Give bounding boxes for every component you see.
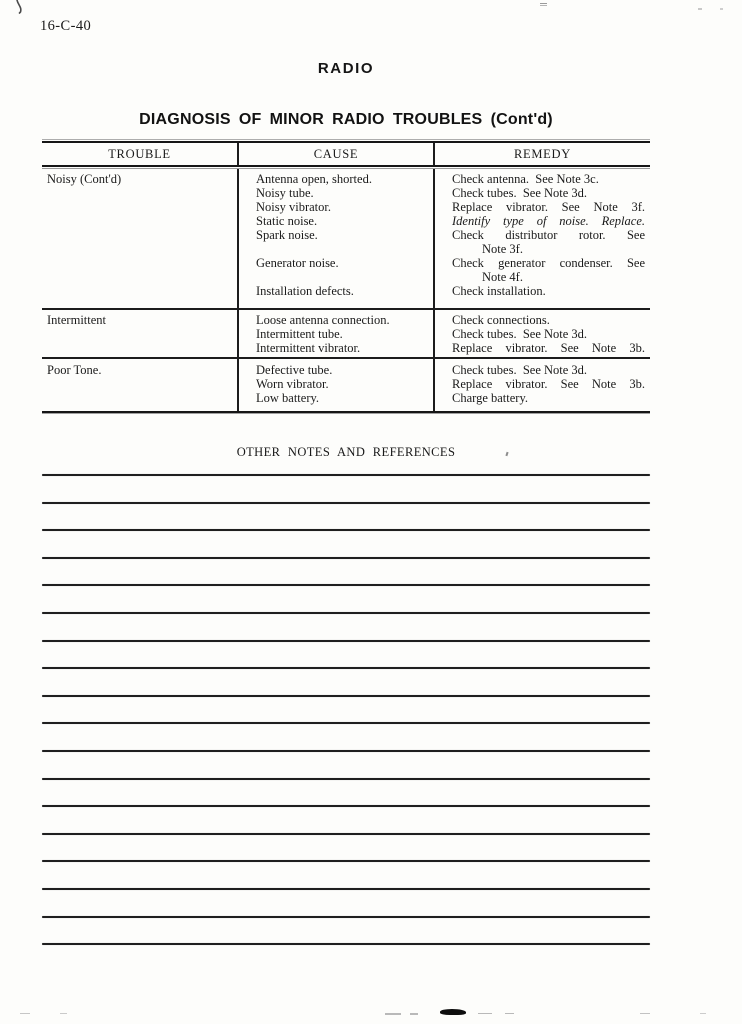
- ruled-line: [42, 612, 650, 614]
- diagnosis-table: [42, 139, 650, 414]
- ruled-line: [42, 584, 650, 586]
- ruled-line: [42, 474, 650, 476]
- cell-line: Check generator condenser. See: [452, 256, 645, 270]
- cell-line: Check antenna. See Note 3c.: [452, 172, 599, 186]
- scan-artifact-dash: [20, 1013, 30, 1014]
- table-cell-remedy: [433, 310, 650, 359]
- cell-line: Replace vibrator. See Note 3b.: [452, 377, 645, 391]
- ruled-line: [42, 722, 650, 724]
- cell-line: Defective tube.: [256, 363, 333, 377]
- table-row: [42, 359, 650, 411]
- cell-line: Generator noise.: [256, 256, 339, 270]
- notes-heading: OTHER NOTES AND REFERENCES: [236, 445, 456, 459]
- scan-artifact-dash: [700, 1013, 706, 1014]
- scan-artifact-dash: [640, 1013, 650, 1014]
- ruled-line: [42, 860, 650, 862]
- ruled-line: [42, 695, 650, 697]
- scan-artifact-dash: [385, 1013, 401, 1015]
- scan-artifact-dot: [720, 8, 723, 10]
- table-row: [42, 310, 650, 359]
- ruled-line: [42, 888, 650, 890]
- cell-line: Check tubes. See Note 3d.: [452, 186, 588, 200]
- cell-line: [256, 270, 433, 284]
- cell-line: Low battery.: [256, 391, 320, 405]
- table-cell-trouble: [42, 359, 237, 411]
- table-cell-cause: [237, 169, 433, 310]
- ruled-line: [42, 529, 650, 531]
- table-cell-trouble: [42, 310, 237, 359]
- table-cell-cause: [237, 310, 433, 359]
- cell-line: Loose antenna connection.: [256, 313, 390, 327]
- scan-artifact-dash: [60, 1013, 67, 1014]
- cell-line: Intermittent tube.: [256, 327, 343, 341]
- cell-line: Check installation.: [452, 284, 546, 298]
- cell-line: Spark noise.: [256, 228, 318, 242]
- scan-artifact-dash: [410, 1013, 418, 1015]
- cell-line: Identify type of noise. Replace.: [452, 214, 645, 228]
- table-header-cell: CAUSE: [237, 143, 433, 165]
- scan-artifact-hook: [14, 0, 28, 16]
- table-header-cell: TROUBLE: [108, 147, 171, 161]
- ruled-line: [42, 667, 650, 669]
- cell-line: Antenna open, shorted.: [256, 172, 372, 186]
- scan-artifact-dash: [478, 1013, 492, 1014]
- table-title: DIAGNOSIS OF MINOR RADIO TROUBLES (Cont'd): [139, 111, 553, 128]
- cell-line: [256, 242, 433, 256]
- ruled-line: [42, 502, 650, 504]
- cell-line: Installation defects.: [256, 284, 354, 298]
- page-number: 16-C-40: [40, 18, 92, 34]
- scan-artifact-dot: [698, 8, 702, 10]
- table-cell-cause: [237, 359, 433, 411]
- ruled-line: [42, 640, 650, 642]
- cell-line: Check connections.: [452, 313, 550, 327]
- table-cell-trouble: [42, 169, 237, 310]
- cell-line: Replace vibrator. See Note 3f.: [452, 200, 645, 214]
- table-bottom-rule: [42, 411, 650, 414]
- table-row: [42, 169, 650, 310]
- ruled-lines-area: [42, 474, 650, 971]
- ruled-line: [42, 750, 650, 752]
- cell-line: Check tubes. See Note 3d.: [452, 363, 588, 377]
- cell-line: Note 3f.: [482, 242, 523, 256]
- cell-line: Worn vibrator.: [256, 377, 329, 391]
- cell-line: Noisy tube.: [256, 186, 314, 200]
- cell-line: Noisy (Cont'd): [47, 172, 122, 186]
- table-cell-remedy: [433, 359, 650, 411]
- ruled-line: [42, 916, 650, 918]
- cell-line: Noisy vibrator.: [256, 200, 331, 214]
- scan-artifact-dash: [505, 1013, 514, 1014]
- cell-line: Check tubes. See Note 3d.: [452, 327, 588, 341]
- cell-line: Intermittent vibrator.: [256, 341, 361, 355]
- table-header-cell: REMEDY: [433, 143, 650, 165]
- table-cell-remedy: [433, 169, 650, 310]
- ruled-line: [42, 805, 650, 807]
- cell-line: Check distributor rotor. See: [452, 228, 645, 242]
- cell-line: Intermittent: [47, 313, 107, 327]
- scan-artifact-smudge: [440, 1009, 466, 1015]
- table-header-row: [42, 143, 650, 165]
- ruled-line: [42, 778, 650, 780]
- table-body: [42, 169, 650, 411]
- cell-line: Poor Tone.: [47, 363, 102, 377]
- ruled-line: [42, 833, 650, 835]
- scan-artifact-dash: [540, 3, 547, 4]
- cell-line: Note 4f.: [482, 270, 523, 284]
- ruled-line: [42, 557, 650, 559]
- ruled-line: [42, 943, 650, 945]
- cell-line: Charge battery.: [452, 391, 529, 405]
- section-title: RADIO: [317, 60, 375, 77]
- cell-line: Replace vibrator. See Note 3b.: [452, 341, 645, 355]
- cell-line: Static noise.: [256, 214, 318, 228]
